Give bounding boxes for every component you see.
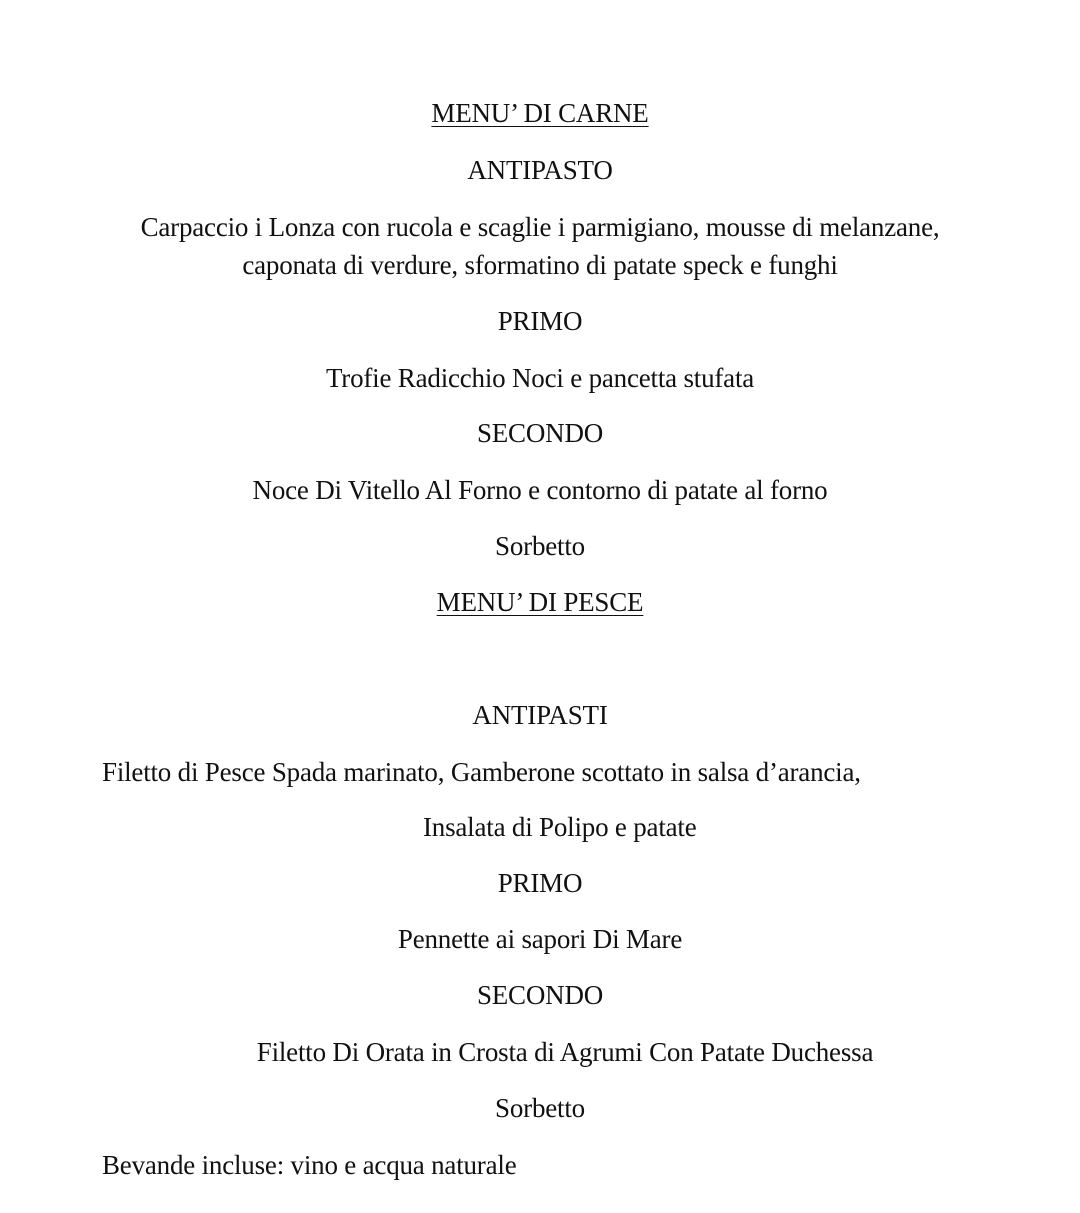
pesce-antipasti-heading: ANTIPASTI	[472, 700, 608, 730]
pesce-sorbetto: Sorbetto	[495, 1093, 585, 1123]
pesce-primo-heading: PRIMO	[497, 868, 583, 898]
pesce-primo-text: Pennette ai sapori Di Mare	[397, 924, 683, 954]
carne-primo-heading: PRIMO	[497, 306, 583, 336]
menu-carne-title	[0, 94, 1080, 132]
carne-antipasto-line-1: Carpaccio i Lonza con rucola e scaglie i parmigiano, mousse di melanzane,	[140, 212, 940, 242]
carne-antipasto-line-2: caponata di verdure, sformatino di patate speck e funghi	[242, 250, 838, 280]
carne-sorbetto: Sorbetto	[495, 531, 585, 561]
carne-primo-text: Trofie Radicchio Noci e pancetta stufata	[325, 363, 755, 393]
pesce-secondo-heading: SECONDO	[476, 980, 604, 1010]
pesce-secondo-text: Filetto Di Orata in Crosta di Agrumi Con Patate Duchessa	[256, 1037, 874, 1067]
menu-pesce-title-text: MENU’ DI PESCE	[436, 587, 644, 617]
pesce-antipasti-line-2: Insalata di Polipo e patate	[423, 812, 697, 842]
menu-pesce-title	[0, 583, 1080, 621]
pesce-antipasti-line-1: Filetto di Pesce Spada marinato, Gamberone scottato in salsa d’arancia,	[102, 757, 861, 787]
bevande-note: Bevande incluse: vino e acqua naturale	[102, 1150, 517, 1180]
carne-secondo-heading: SECONDO	[476, 418, 604, 448]
carne-antipasto-heading: ANTIPASTO	[467, 155, 613, 185]
menu-carne-title-text: MENU’ DI CARNE	[431, 98, 649, 128]
carne-secondo-text: Noce Di Vitello Al Forno e contorno di patate al forno	[252, 475, 828, 505]
